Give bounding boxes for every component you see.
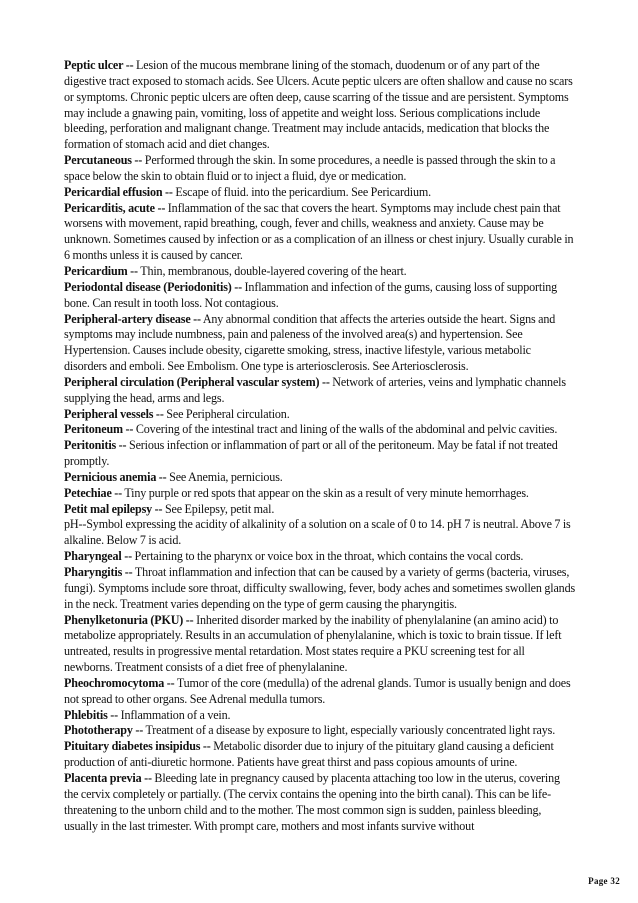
entry-term: Pernicious anemia -- (64, 469, 167, 484)
entry-definition: Thin, membranous, double-layered covering of the heart. (140, 263, 407, 278)
entry-term: Periodontal disease (Periodonitis) -- (64, 279, 242, 294)
entry-definition: Tumor of the core (medulla) of the adrenal glands. Tumor is usually benign and does not spread to other organs. See Adrenal medulla tumors. (64, 675, 571, 706)
entry-definition: Throat inflammation and infection that can be caused by a variety of germs (bacteria, viruses, fungi). Symptoms include sore throat, difficulty swallowing, fever, body aches and sometimes swollen glands in the neck. Treatment varies depending on the type of germ causing the pharyngitis. (64, 565, 576, 611)
entry-definition: See Epilepsy, petit mal. (164, 501, 275, 516)
entry-term: Peripheral vessels -- (64, 406, 164, 421)
entry-term: Phlebitis -- (64, 707, 118, 722)
entry-term: Pericarditis, acute -- (64, 200, 166, 215)
entry-term: Percutaneous -- (64, 153, 143, 168)
glossary-entry (64, 771, 576, 834)
glossary-entry (64, 470, 576, 486)
entry-term: Phototherapy -- (64, 723, 144, 738)
glossary-entry (64, 565, 576, 613)
glossary-entry (64, 676, 576, 708)
entry-definition: Treatment of a disease by exposure to light, especially variously concentrated light rays. (145, 723, 556, 738)
entry-term: Peritoneum -- (64, 422, 134, 437)
entry-definition: Tiny purple or red spots that appear on the skin as a result of very minute hemorrhages. (124, 485, 529, 500)
entry-term: Peritonitis -- (64, 438, 127, 453)
glossary-entry (64, 708, 576, 724)
glossary-entry (64, 549, 576, 565)
glossary-entry (64, 517, 576, 549)
glossary-entry (64, 502, 576, 518)
glossary-entry (64, 438, 576, 470)
glossary-body (64, 58, 576, 834)
entry-term: Pheochromocytoma -- (64, 675, 175, 690)
entry-definition: Inherited disorder marked by the inability of phenylalanine (an amino acid) to metabolize appropriately. Results in an accumulation of phenylalanine, which is toxic to brain tissue. If left untreated, results in progressive mental retardation. Most states require a PKU screening test for all newborns. Treatment consists of a diet free of phenylalanine. (64, 612, 562, 675)
entry-definition: Inflammation of a vein. (120, 707, 231, 722)
glossary-entry (64, 422, 576, 438)
entry-definition: Escape of fluid. into the pericardium. See Pericardium. (175, 184, 432, 199)
entry-term: Pericardium -- (64, 263, 138, 278)
glossary-entry (64, 153, 576, 185)
entry-definition: Lesion of the mucous membrane lining of the stomach, duodenum or of any part of the digestive tract exposed to stomach acids. See Ulcers. Acute peptic ulcers are often shallow and cause no scars or symptoms. Chronic peptic ulcers are often deep, cause scarring of the tissue and are persistent. Symptoms may include a gnawing pain, vomiting, loss of appetite and weight loss. Serious complications include bleeding, perforation and malignant change. Treatment may include antacids, medication that blocks the formation of stomach acid and diet changes. (64, 58, 573, 152)
glossary-entry (64, 486, 576, 502)
glossary-entry (64, 280, 576, 312)
glossary-entry (64, 201, 576, 264)
entry-definition: pH--Symbol expressing the acidity of alkalinity of a solution on a scale of 0 to 14. pH 7 is neutral. Above 7 is alkaline. Below 7 is acid. (64, 517, 571, 548)
entry-term: Placenta previa -- (64, 770, 152, 785)
entry-definition: See Anemia, pernicious. (169, 469, 283, 484)
entry-definition: Network of arteries, veins and lymphatic channels supplying the head, arms and legs. (64, 374, 566, 405)
entry-definition: Performed through the skin. In some procedures, a needle is passed through the skin to a space below the skin to obtain fluid or to inject a fluid, dye or medication. (64, 153, 556, 183)
page-number: Page 32 (588, 876, 620, 886)
entry-term: Pericardial effusion -- (64, 184, 173, 199)
entry-term: Peripheral-artery disease -- (64, 311, 201, 326)
entry-term: Peripheral circulation (Peripheral vascular system) -- (64, 374, 330, 389)
entry-term: Pituitary diabetes insipidus -- (64, 739, 211, 754)
entry-definition: Pertaining to the pharynx or voice box in the throat, which contains the vocal cords. (134, 549, 524, 564)
entry-definition: Metabolic disorder due to injury of the pituitary gland causing a deficient production of anti-diuretic hormone. Patients have great thirst and pass copious amounts of urine. (64, 739, 554, 770)
entry-term: Pharyngitis -- (64, 565, 133, 579)
glossary-entry (64, 58, 576, 153)
entry-definition: Inflammation and infection of the gums, causing loss of supporting bone. Can result in tooth loss. Not contagious. (64, 279, 558, 310)
entry-definition: Any abnormal condition that affects the arteries outside the heart. Signs and symptoms may include numbness, pain and paleness of the involved area(s) and hypertension. See Hypertension. Causes include obesity, cigarette smoking, stress, inactive lifestyle, various metabolic disorders and emboli. See Embolism. One type is arteriosclerosis. See Arteriosclerosis. (64, 311, 556, 374)
entry-term: Pharyngeal -- (64, 549, 132, 564)
glossary-entry (64, 739, 576, 771)
entry-term: Petechiae -- (64, 485, 122, 500)
entry-definition: Inflammation of the sac that covers the heart. Symptoms may include chest pain that worsens with movement, rapid breathing, cough, fever and chills, weakness and anxiety. Cause may be unknown. Sometimes caused by infection or as a complication of an illness or chest injury. Usually curable in 6 months unless it is caused by cancer. (64, 200, 574, 263)
glossary-entry (64, 185, 576, 201)
entry-term: Phenylketonuria (PKU) -- (64, 612, 194, 627)
entry-definition: Serious infection or inflammation of part or all of the peritoneum. May be fatal if not treated promptly. (64, 438, 558, 469)
entry-definition: See Peripheral circulation. (166, 406, 290, 421)
entry-definition: Bleeding late in pregnancy caused by placenta attaching too low in the uterus, covering the cervix completely or partially. (The cervix contains the opening into the birth canal). This can be life-threatening to the unborn child and to the mother. The most common sign is sudden, painless bleeding, usually in the last trimester. With prompt care, mothers and most infants survive without (64, 770, 560, 833)
entry-term: Peptic ulcer -- (64, 58, 134, 72)
glossary-entry (64, 613, 576, 676)
entry-term: Petit mal epilepsy -- (64, 501, 163, 516)
glossary-entry (64, 723, 576, 739)
glossary-entry (64, 312, 576, 375)
glossary-entry (64, 375, 576, 407)
entry-definition: Covering of the intestinal tract and lining of the walls of the abdominal and pelvic cavities. (135, 422, 558, 437)
glossary-entry (64, 407, 576, 423)
glossary-entry (64, 264, 576, 280)
